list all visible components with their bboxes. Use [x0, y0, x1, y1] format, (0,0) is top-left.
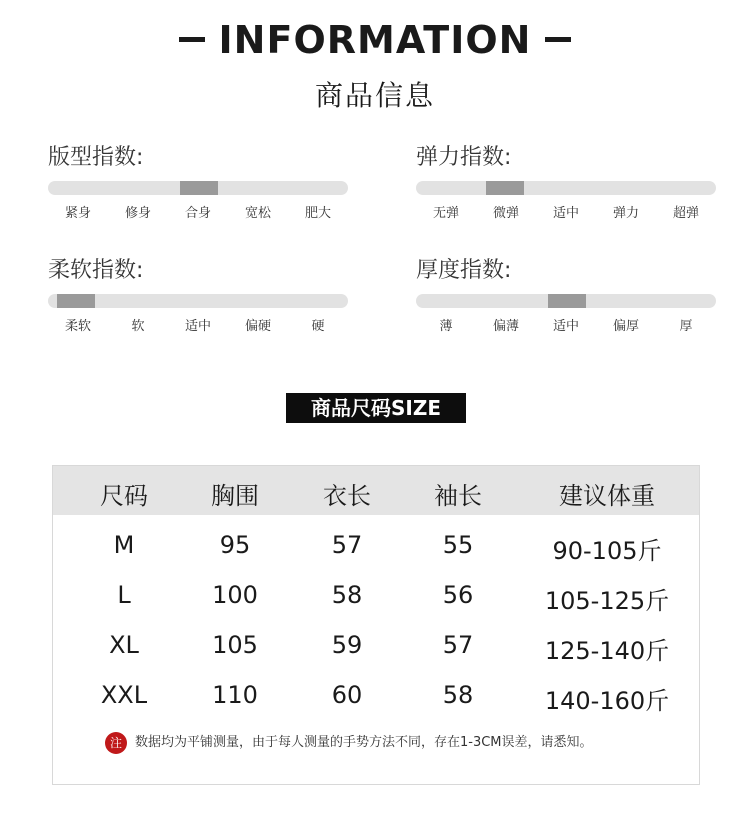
fit-option: 合身 — [184, 206, 211, 221]
elasticity-index-bar — [416, 181, 716, 195]
table-cell: 58 — [331, 581, 363, 609]
header-cell: 尺码 — [100, 482, 148, 510]
table-cell: 55 — [442, 531, 474, 559]
thickness-option: 薄 — [439, 319, 453, 334]
table-cell: 56 — [442, 581, 474, 609]
softness-option: 硬 — [311, 319, 325, 334]
fit-index-bar — [48, 181, 348, 195]
fit-option: 紧身 — [64, 206, 91, 221]
measurement-note — [105, 731, 665, 755]
table-cell: 60 — [331, 681, 363, 709]
title-dash-left — [179, 37, 205, 42]
elasticity-option: 微弹 — [492, 206, 519, 221]
title-english — [0, 18, 750, 62]
table-cell: 105 — [212, 631, 258, 659]
softness-index-label: 柔软指数: — [48, 258, 144, 283]
fit-option: 肥大 — [304, 206, 331, 221]
fit-option: 修身 — [124, 206, 151, 221]
table-row — [53, 620, 699, 670]
size-table — [52, 465, 700, 785]
thickness-index-marker — [548, 294, 586, 308]
table-cell: 125-140斤 — [544, 637, 670, 665]
thickness-index-label: 厚度指数: — [416, 258, 512, 283]
header-cell: 袖长 — [434, 482, 482, 510]
table-cell: 95 — [219, 531, 251, 559]
title-chinese: 商品信息 — [314, 79, 435, 112]
table-cell: M — [113, 531, 135, 559]
table-row — [53, 570, 699, 620]
table-cell: 59 — [331, 631, 363, 659]
fit-index — [48, 143, 348, 221]
thickness-option: 适中 — [552, 319, 579, 334]
table-row — [53, 670, 699, 720]
header-cell: 建议体重 — [559, 482, 655, 510]
elasticity-option: 无弹 — [432, 206, 459, 221]
table-cell: XXL — [100, 681, 148, 709]
softness-index — [48, 256, 348, 334]
softness-index-bar — [48, 294, 348, 308]
table-row — [53, 520, 699, 570]
softness-option: 偏硬 — [244, 319, 271, 334]
header-cell: 衣长 — [323, 482, 371, 510]
fit-index-label: 版型指数: — [48, 145, 144, 170]
elasticity-index-marker — [486, 181, 524, 195]
softness-option: 软 — [131, 319, 145, 334]
softness-option: 适中 — [184, 319, 211, 334]
thickness-option: 偏薄 — [492, 319, 519, 334]
softness-option: 柔软 — [64, 319, 91, 334]
thickness-index — [416, 256, 716, 334]
table-cell: 57 — [331, 531, 363, 559]
table-cell: L — [117, 581, 131, 609]
table-cell: XL — [109, 631, 139, 659]
title-english-text: INFORMATION — [218, 18, 532, 62]
title-dash-right — [545, 37, 571, 42]
table-cell: 105-125斤 — [544, 587, 670, 615]
table-cell: 90-105斤 — [552, 537, 662, 565]
note-warning-icon: 注 — [105, 732, 127, 754]
elasticity-index — [416, 143, 716, 221]
header-cell: 胸围 — [211, 482, 259, 510]
thickness-option: 厚 — [679, 319, 693, 334]
note-text: 数据均为平铺测量，由于每人测量的手势方法不同，存在1-3CM误差，请悉知。 — [135, 735, 593, 750]
table-header — [53, 466, 699, 515]
softness-index-marker — [57, 294, 95, 308]
thickness-index-bar — [416, 294, 716, 308]
fit-option: 宽松 — [244, 206, 271, 221]
table-cell: 57 — [442, 631, 474, 659]
elasticity-option: 弹力 — [612, 206, 639, 221]
thickness-option: 偏厚 — [612, 319, 639, 334]
fit-index-marker — [180, 181, 218, 195]
table-cell: 110 — [212, 681, 258, 709]
elasticity-option: 超弹 — [672, 206, 699, 221]
table-cell: 140-160斤 — [544, 687, 670, 715]
table-cell: 100 — [212, 581, 258, 609]
elasticity-index-label: 弹力指数: — [416, 145, 512, 170]
size-section-title: 商品尺码SIZE — [286, 393, 466, 423]
elasticity-option: 适中 — [552, 206, 579, 221]
table-cell: 58 — [442, 681, 474, 709]
